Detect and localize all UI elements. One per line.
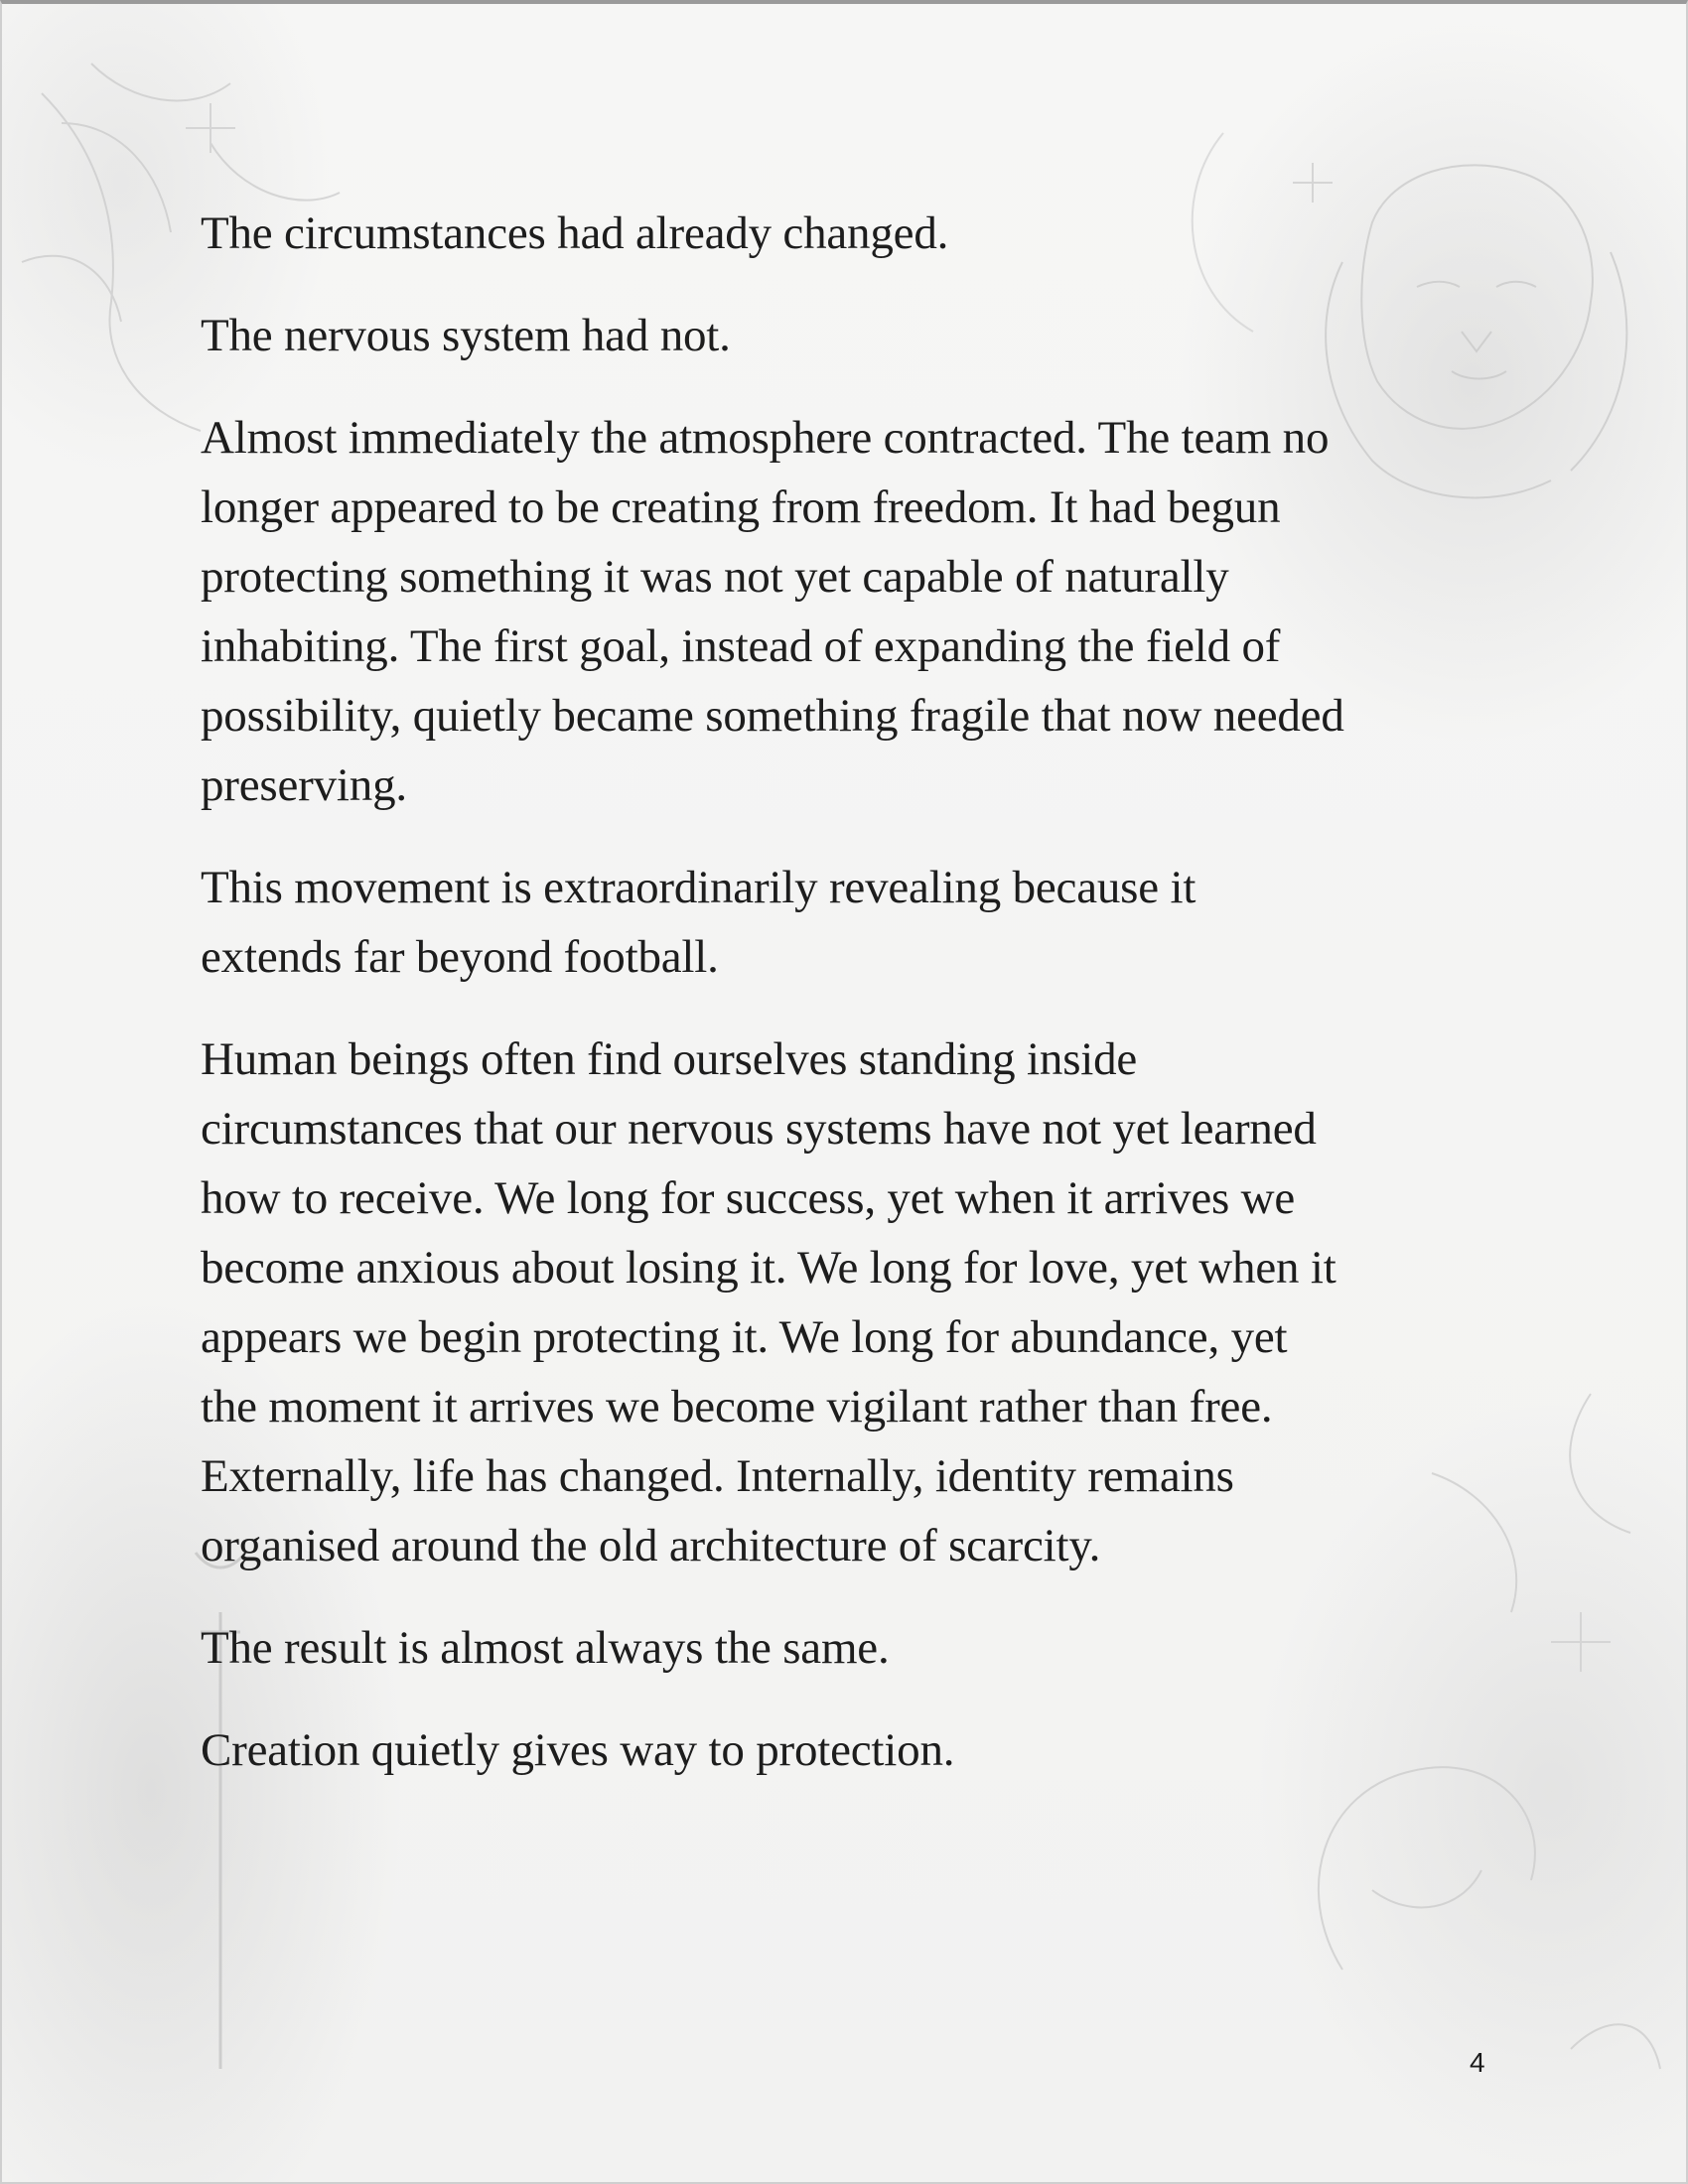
paragraph: Human beings often find ourselves standing inside circumstances that our nervous systems have not yet learned how to receive. We long for success, yet when it arrives we become anxious about losing it. We long for love, yet when it appears we begin protecting it. We long for abundance, yet the moment it arrives we become vigilant rather than free. Externally, life has changed. Internally, identity remains organised around the old architecture of scarcity.	[201, 1033, 1336, 1571]
paragraph: The result is almost always the same.	[201, 1622, 890, 1674]
paragraph: The circumstances had already changed.	[201, 207, 949, 259]
paragraph: This movement is extraordinarily revealing because it extends far beyond football.	[201, 862, 1196, 983]
body-text	[201, 199, 1511, 1818]
paragraph: Almost immediately the atmosphere contracted. The team no longer appeared to be creating from freedom. It had begun protecting something it was not yet capable of naturally inhabiting. The first goal, instead of expanding the field of possibility, quietly became something fragile that now needed preserving.	[201, 412, 1344, 811]
page-number: 4	[1470, 2047, 1485, 2078]
paragraph: The nervous system had not.	[201, 310, 731, 361]
paragraph: Creation quietly gives way to protection.	[201, 1724, 955, 1776]
